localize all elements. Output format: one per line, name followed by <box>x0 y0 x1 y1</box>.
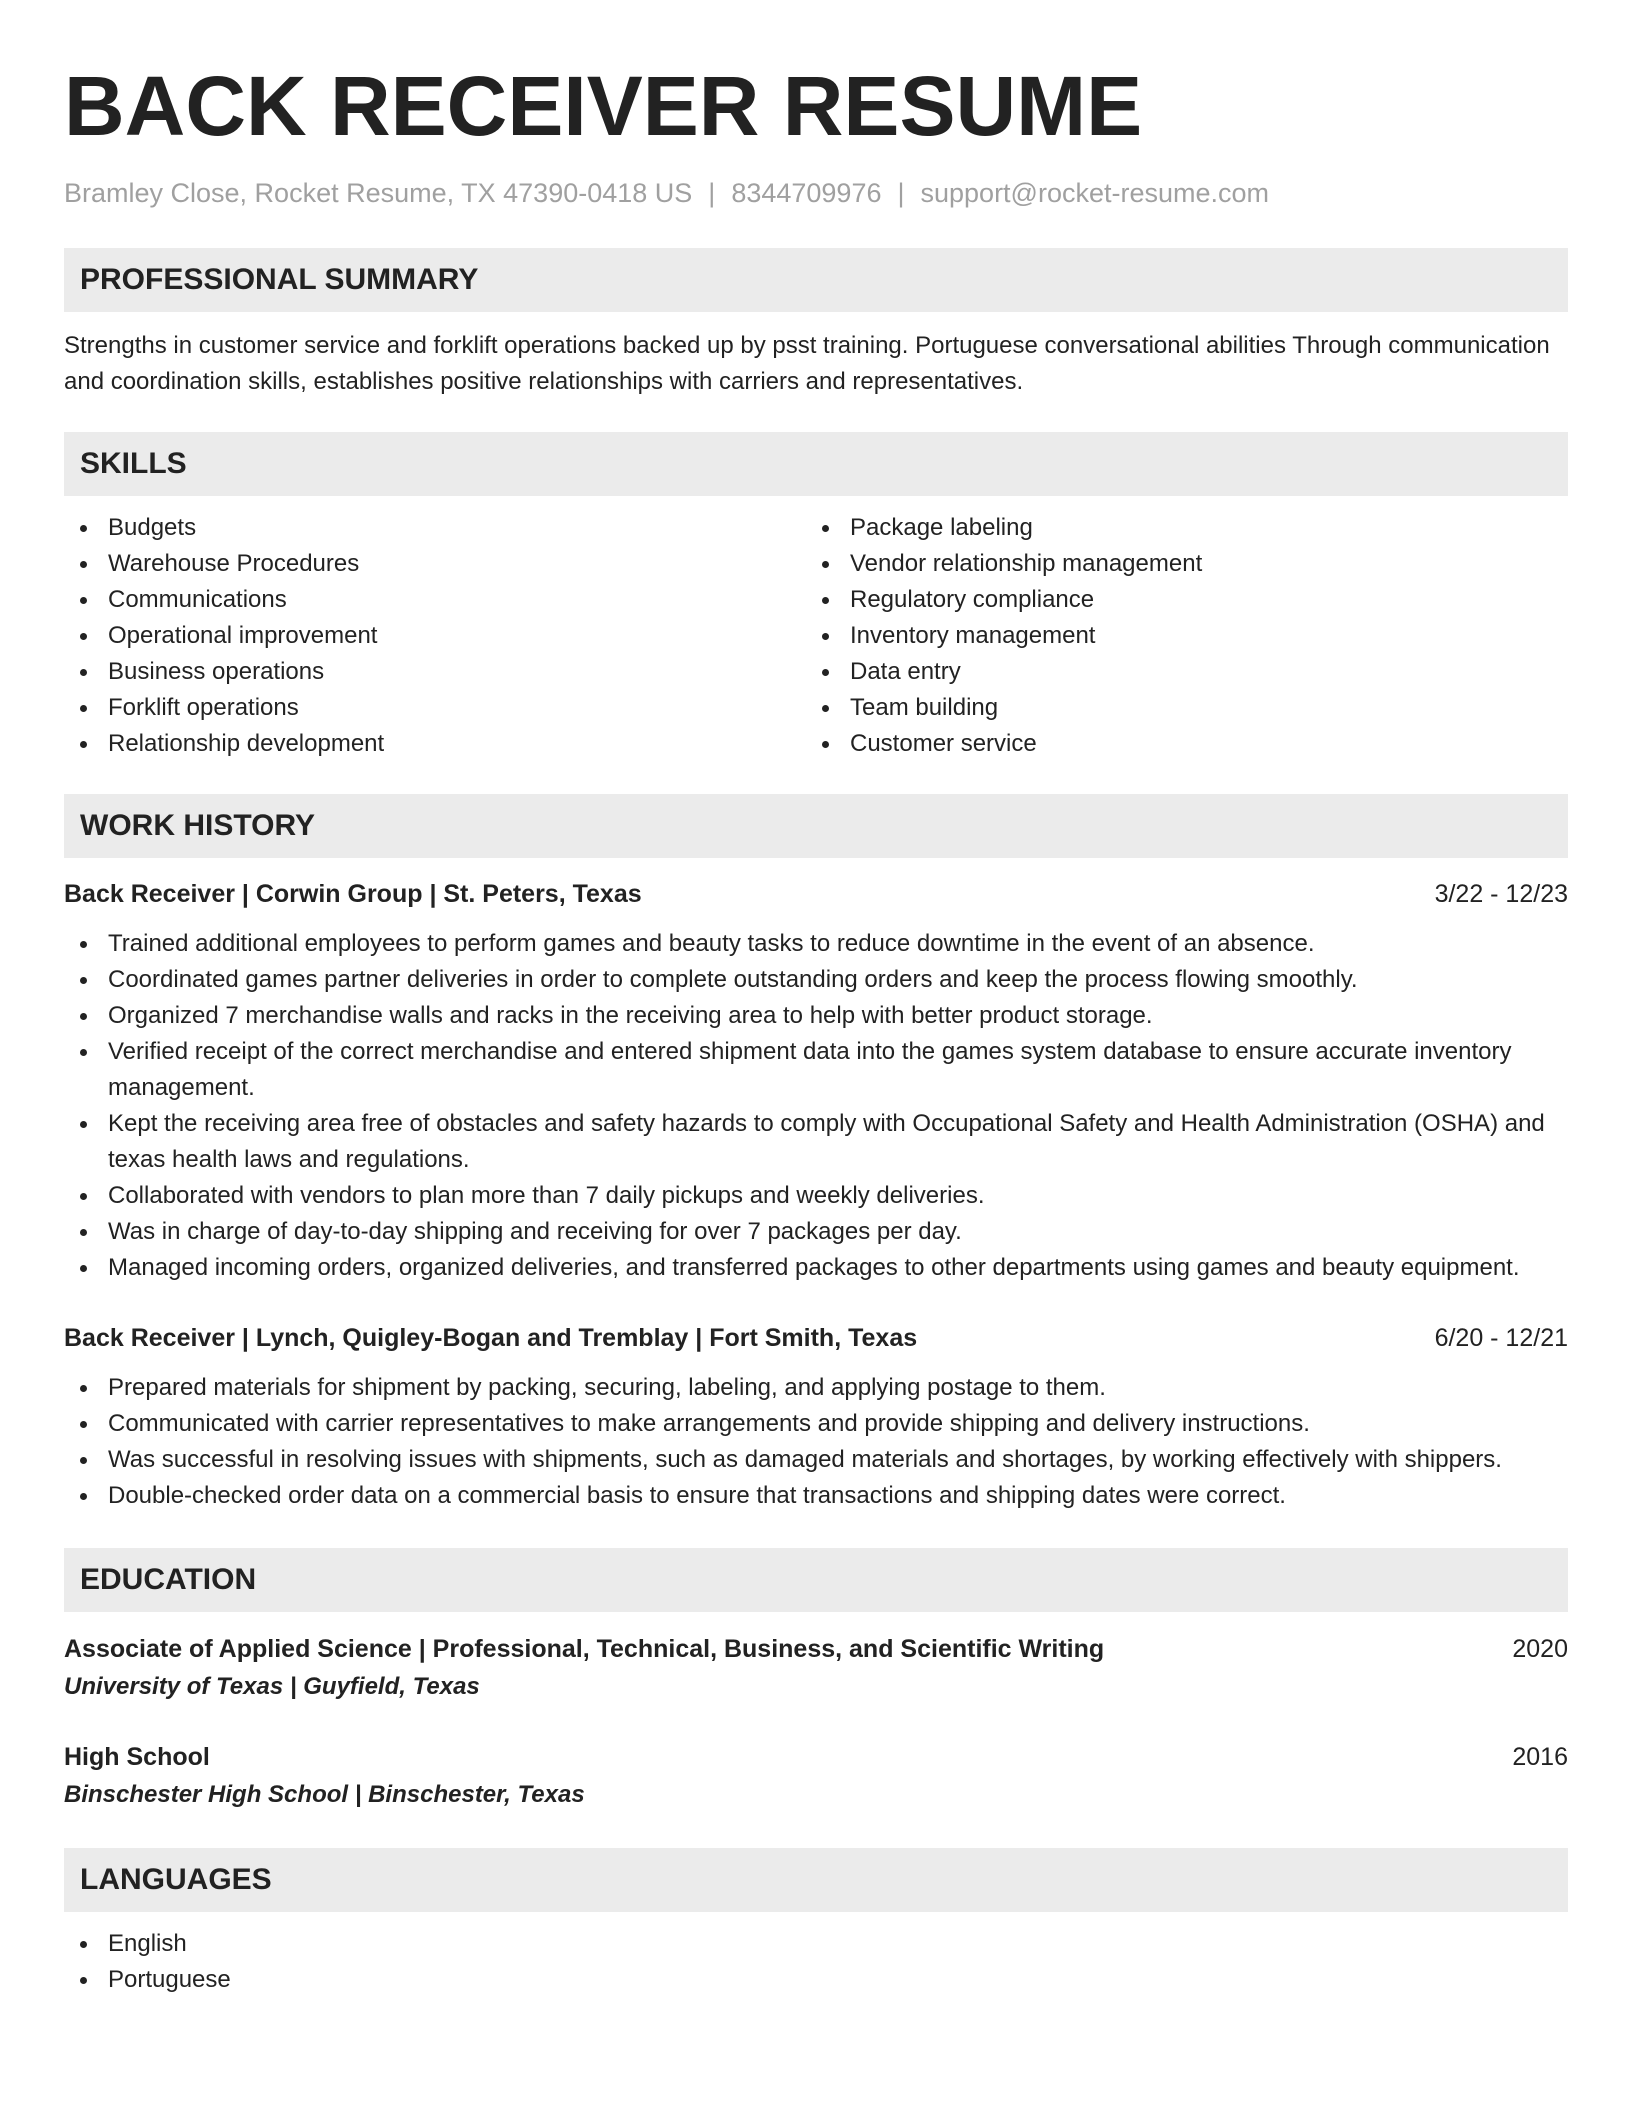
education-heading: EDUCATION <box>64 1548 1568 1612</box>
skills-list <box>64 510 1568 762</box>
job-bullets <box>64 1370 1568 1514</box>
education-school: Binschester High School | Binschester, Texas <box>64 1781 585 1808</box>
job-header <box>64 1320 1568 1356</box>
education-year: 2020 <box>1512 1635 1568 1663</box>
education-entry <box>64 1738 1568 1814</box>
skill-item: Forklift operations <box>64 690 806 726</box>
skill-item: Package labeling <box>806 510 1548 546</box>
job-dates: 6/20 - 12/21 <box>1434 1324 1568 1352</box>
job-title: Back Receiver | Corwin Group | St. Peters, Texas <box>64 880 642 908</box>
skills-column-right <box>806 510 1548 762</box>
job-bullet: Was in charge of day-to-day shipping and receiving for over 7 packages per day. <box>64 1214 1568 1250</box>
education-header <box>64 1630 1568 1668</box>
language-item: English <box>64 1926 1568 1962</box>
resume-title: BACK RECEIVER RESUME <box>64 59 1143 153</box>
skill-item: Inventory management <box>806 618 1548 654</box>
job-bullet: Prepared materials for shipment by packing, securing, labeling, and applying postage to them. <box>64 1370 1568 1406</box>
skill-item: Customer service <box>806 726 1548 762</box>
contact-line <box>64 176 1568 210</box>
contact-email[interactable]: support@rocket-resume.com <box>920 178 1270 208</box>
skill-item: Communications <box>64 582 806 618</box>
skill-item: Warehouse Procedures <box>64 546 806 582</box>
job-header <box>64 876 1568 912</box>
education-header <box>64 1738 1568 1776</box>
education-degree: Associate of Applied Science | Professional, Technical, Business, and Scientific Writing <box>64 1635 1105 1663</box>
skill-item: Vendor relationship management <box>806 546 1548 582</box>
contact-separator: | <box>897 178 905 208</box>
job-bullets <box>64 926 1568 1286</box>
education-degree: High School <box>64 1743 210 1771</box>
skill-item: Operational improvement <box>64 618 806 654</box>
language-item: Portuguese <box>64 1962 1568 1998</box>
education-year: 2016 <box>1512 1743 1568 1771</box>
job-bullet: Organized 7 merchandise walls and racks in the receiving area to help with better product storage. <box>64 998 1568 1034</box>
contact-separator: | <box>708 178 716 208</box>
summary-text: Strengths in customer service and forklift operations backed up by psst training. Portuguese conversational abilities Through communication and coordination skills, establishes positive relationships with carriers and representatives. <box>64 332 1550 395</box>
job-bullet: Kept the receiving area free of obstacles and safety hazards to comply with Occupational Safety and Health Administration (OSHA) and texas health laws and regulations. <box>64 1106 1568 1178</box>
skill-item: Team building <box>806 690 1548 726</box>
skill-item: Business operations <box>64 654 806 690</box>
education-entry <box>64 1630 1568 1706</box>
job-title: Back Receiver | Lynch, Quigley-Bogan and Tremblay | Fort Smith, Texas <box>64 1324 918 1352</box>
job-bullet: Verified receipt of the correct merchandise and entered shipment data into the games system database to ensure accurate inventory management. <box>64 1034 1568 1106</box>
job-entry <box>64 876 1568 1286</box>
work-history-heading: WORK HISTORY <box>64 794 1568 858</box>
languages-list <box>64 1926 1568 1998</box>
job-bullet: Communicated with carrier representatives to make arrangements and provide shipping and delivery instructions. <box>64 1406 1568 1442</box>
skill-item: Regulatory compliance <box>806 582 1548 618</box>
skill-item: Data entry <box>806 654 1548 690</box>
job-bullet: Managed incoming orders, organized deliveries, and transferred packages to other departments using games and beauty equipment. <box>64 1250 1568 1286</box>
job-bullet: Coordinated games partner deliveries in order to complete outstanding orders and keep the process flowing smoothly. <box>64 962 1568 998</box>
skill-item: Budgets <box>64 510 806 546</box>
job-entry <box>64 1320 1568 1514</box>
skill-item: Relationship development <box>64 726 806 762</box>
skills-column-left <box>64 510 806 762</box>
job-dates: 3/22 - 12/23 <box>1434 880 1568 908</box>
job-bullet: Double-checked order data on a commercial basis to ensure that transactions and shipping dates were correct. <box>64 1478 1568 1514</box>
job-bullet: Was successful in resolving issues with shipments, such as damaged materials and shortages, by working effectively with shippers. <box>64 1442 1568 1478</box>
job-bullet: Trained additional employees to perform games and beauty tasks to reduce downtime in the event of an absence. <box>64 926 1568 962</box>
contact-phone: 8344709976 <box>731 178 882 208</box>
skills-heading: SKILLS <box>64 432 1568 496</box>
languages-heading: LANGUAGES <box>64 1848 1568 1912</box>
summary-heading: PROFESSIONAL SUMMARY <box>64 248 1568 312</box>
job-bullet: Collaborated with vendors to plan more than 7 daily pickups and weekly deliveries. <box>64 1178 1568 1214</box>
education-school: University of Texas | Guyfield, Texas <box>64 1673 480 1700</box>
contact-address: Bramley Close, Rocket Resume, TX 47390-0418 US <box>64 178 693 208</box>
